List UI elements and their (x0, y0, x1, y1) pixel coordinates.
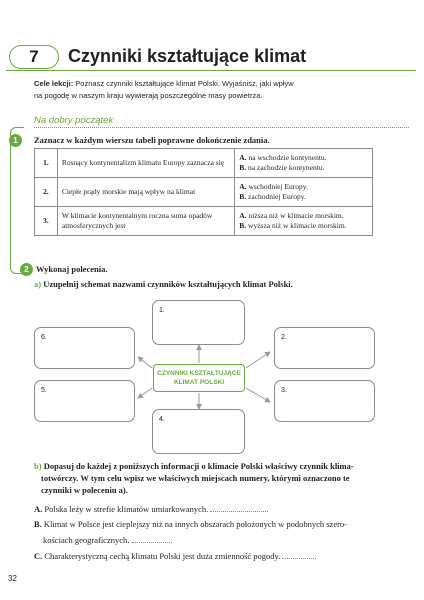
statement-text: Charakterystyczną cechą klimatu Polski jest duża zmienność pogody. (44, 551, 281, 561)
goals-label: Cele lekcji: (34, 79, 74, 88)
box-number: 1. (159, 307, 165, 314)
statement-text: Klimat w Polsce jest cieplejszy niż na innych obszarach położonych w podobnych szero- (43, 519, 347, 529)
answer-field-a[interactable] (210, 503, 268, 512)
statement-c (34, 550, 316, 561)
box-number: 5. (41, 387, 47, 394)
box-number: 4. (159, 416, 165, 423)
goals-line-2: na pogodę w naszym kraju wywierają poszczególne masy powietrza. (34, 91, 263, 100)
section-title: Na dobry początek (34, 115, 114, 126)
task-b-line-3: czynniki w poleceniu a). (41, 485, 128, 495)
option-text: zachodniej Europy. (248, 192, 306, 201)
scheme-box-4[interactable] (152, 409, 245, 454)
arrow-to-3 (246, 388, 270, 402)
exercise-1-instruction: Zaznacz w każdym wierszu tabeli poprawne dokończenie zdania. (34, 135, 270, 145)
exercise-2-badge: 2 (20, 263, 33, 276)
center-line-1: CZYNNIKI KSZTAŁTUJĄCE (157, 370, 241, 377)
arrow-to-5 (138, 388, 152, 398)
statement-a (34, 503, 268, 514)
row-stem: Rosnący kontynentalizm klimatu Europy zaznacza się (57, 149, 234, 178)
statement-text-continued: kościach geograficznych. (43, 535, 130, 545)
center-line-2: KLIMAT POLSKI (173, 379, 225, 386)
option-text: na zachodzie kontynentu. (248, 163, 325, 172)
scheme-box-5[interactable] (34, 380, 135, 422)
option-letter: A. (239, 153, 247, 162)
option-text: wyższa niż w klimacie morskim. (248, 221, 347, 230)
task-a-text: Uzupełnij schemat nazwami czynników kształtujących klimat Polski. (43, 279, 293, 289)
answer-field-c[interactable] (282, 550, 316, 559)
option-letter: A. (239, 182, 247, 191)
row-stem: Ciepłe prądy morskie mają wpływ na klimat (57, 178, 234, 207)
chapter-title: Czynniki kształtujące klimat (68, 46, 307, 66)
statement-b (34, 519, 347, 529)
scheme-center-box (153, 364, 245, 392)
statement-text: Polska leży w strefie klimatów umiarkowanych. (44, 504, 209, 514)
row-number: 3. (35, 207, 58, 236)
task-b-instruction (34, 460, 379, 496)
scheme-box-2[interactable] (274, 327, 375, 369)
answer-field-b[interactable] (132, 534, 172, 543)
option-letter: B. (239, 163, 247, 172)
exercise-1-badge: 1 (9, 134, 22, 147)
box-number: 2. (281, 334, 287, 341)
box-number: 6. (41, 334, 47, 341)
scheme-box-1[interactable] (152, 300, 245, 345)
scheme-box-6[interactable] (34, 327, 135, 369)
exercise-2-instruction: Wykonaj polecenia. (36, 264, 108, 274)
statement-b-continuation (43, 534, 172, 545)
task-a-label: a) (34, 279, 42, 289)
task-b-label: b) (34, 461, 42, 471)
row-number: 1. (35, 149, 58, 178)
option-letter: B. (239, 192, 247, 201)
row-stem: W klimacie kontynentalnym roczna suma opadów atmosferycznych jest (57, 207, 234, 236)
page-number: 32 (8, 574, 17, 583)
statement-label: A. (34, 504, 43, 514)
chapter-number: 7 (9, 45, 59, 69)
statement-label: C. (34, 551, 43, 561)
box-number: 3. (281, 387, 287, 394)
arrow-to-6 (138, 357, 152, 368)
option-text: na wschodzie kontynentu. (248, 153, 327, 162)
arrow-to-2 (246, 352, 270, 368)
option-letter: B. (239, 221, 247, 230)
task-b-line-1: Dopasuj do każdej z poniższych informacji o klimacie Polski właściwy czynnik klima- (43, 461, 354, 471)
option-letter: A. (239, 211, 247, 220)
task-b-line-2: totwórczy. W tym celu wpisz we właściwych miejscach numery, którymi oznaczono te (41, 473, 350, 483)
option-text: niższa niż w klimacie morskim. (248, 211, 344, 220)
goals-line-1: Poznasz czynniki kształtujące klimat Polski. Wyjaśnisz, jaki wpływ (75, 79, 294, 88)
option-text: wschodniej Europy. (248, 182, 308, 191)
row-number: 2. (35, 178, 58, 207)
scheme-box-3[interactable] (274, 380, 375, 422)
statement-label: B. (34, 519, 42, 529)
